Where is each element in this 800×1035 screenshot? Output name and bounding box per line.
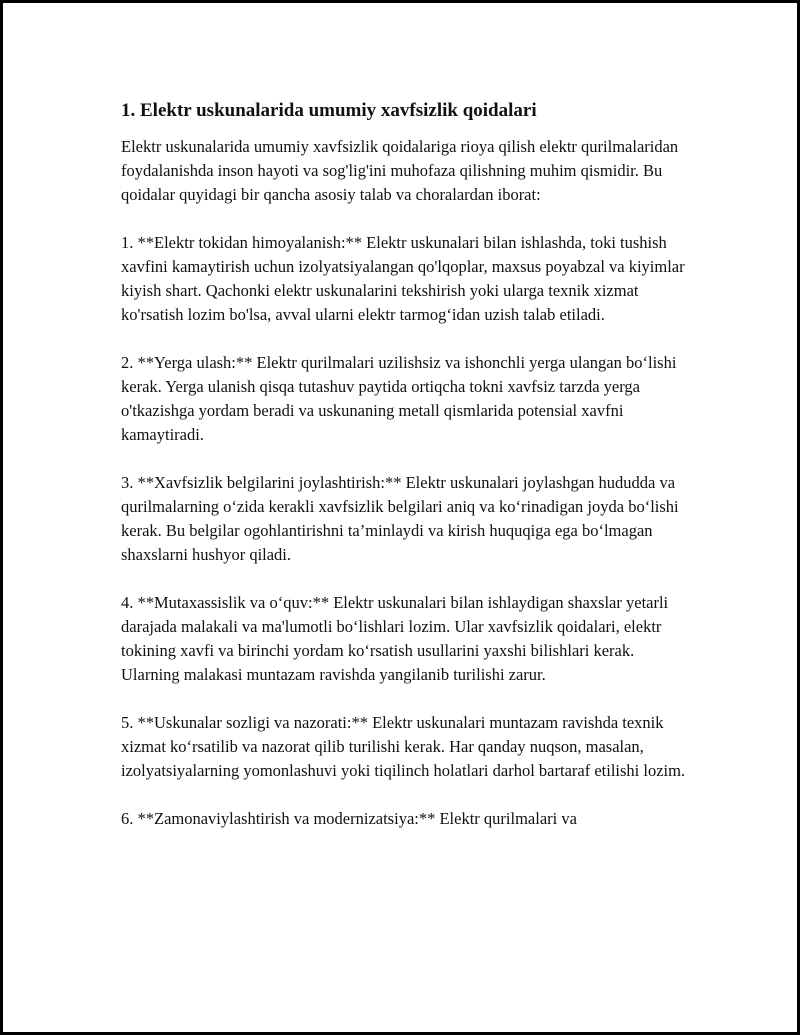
paragraph-item-2: 2. **Yerga ulash:** Elektr qurilmalari uzilishsiz va ishonchli yerga ulangan bo‘lishi kerak. Yerga ulanish qisqa tutashuv paytida ortiqcha tokni xavfsiz tarzda yerga o'tkazishga yordam beradi va uskunaning metall qismlarida potensial xavfni kamaytiradi.	[121, 353, 677, 444]
section-heading: 1. Elektr uskunalarida umumiy xavfsizlik qoidalari	[121, 100, 537, 121]
paragraph-item-5: 5. **Uskunalar sozligi va nazorati:** Elektr uskunalari muntazam ravishda texnik xizmat ko‘rsatilib va nazorat qilib turilishi kerak. Har qanday nuqson, masalan, izolyatsiyalarning yomonlashuvi yoki tiqilinch holatlari darhol bartaraf etilishi lozim.	[121, 713, 686, 780]
paragraph-item-4: 4. **Mutaxassislik va o‘quv:** Elektr uskunalari bilan ishlaydigan shaxslar yetarli darajada malakali va ma'lumotli bo‘lishlari lozim. Ular xavfsizlik qoidalari, elektr tokining xavfi va birinchi yordam ko‘rsatish usullarini yaxshi bilishlari kerak. Ularning malakasi muntazam ravishda yangilanib turilishi zarur.	[121, 593, 669, 684]
paragraph-item-1: 1. **Elektr tokidan himoyalanish:** Elektr uskunalari bilan ishlashda, toki tushish xavfini kamaytirish uchun izolyatsiyalangan qo'lqoplar, maxsus poyabzal va kiyimlar kiyish shart. Qachonki elektr uskunalarini tekshirish yoki ularga texnik xizmat ko'rsatish lozim bo'lsa, avval ularni elektr tarmog‘idan uzish talab etiladi.	[121, 233, 685, 324]
paragraph-item-6: 6. **Zamonaviylashtirish va modernizatsiya:** Elektr qurilmalari va	[121, 809, 577, 828]
document-body	[121, 99, 693, 855]
intro-paragraph: Elektr uskunalarida umumiy xavfsizlik qoidalariga rioya qilish elektr qurilmalaridan foydalanishda inson hayoti va sog'lig'ini muhofaza qilishning muhim qismidir. Bu qoidalar quyidagi bir qancha asosiy talab va choralardan iborat:	[121, 137, 679, 204]
paragraph-item-3: 3. **Xavfsizlik belgilarini joylashtirish:** Elektr uskunalari joylashgan hududda va qurilmalarning o‘zida kerakli xavfsizlik belgilari aniq va ko‘rinadigan joyda bo‘lishi kerak. Bu belgilar ogohlantirishni ta’minlaydi va kirish huquqiga ega bo‘lmagan shaxslarni hushyor qiladi.	[121, 473, 679, 564]
